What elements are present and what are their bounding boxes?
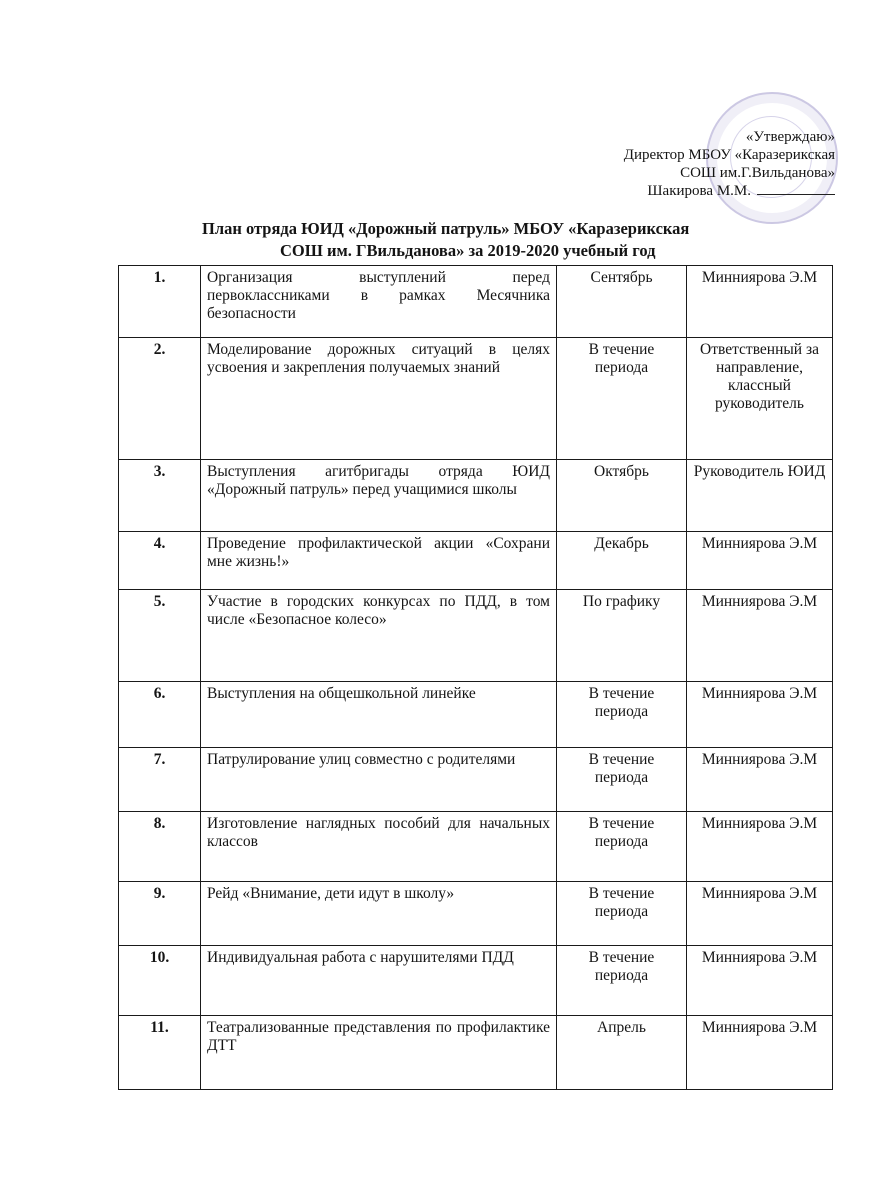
table-row bbox=[119, 338, 833, 460]
table-row bbox=[119, 266, 833, 338]
row-responsible: Минниярова Э.М bbox=[687, 812, 833, 882]
row-event: Индивидуальная работа с нарушителями ПДД bbox=[201, 946, 557, 1016]
row-event: Проведение профилактической акции «Сохрани мне жизнь!» bbox=[201, 532, 557, 590]
table-row bbox=[119, 882, 833, 946]
row-event: Рейд «Внимание, дети идут в школу» bbox=[201, 882, 557, 946]
row-responsible: Минниярова Э.М bbox=[687, 882, 833, 946]
row-responsible: Минниярова Э.М bbox=[687, 748, 833, 812]
row-term: Сентябрь bbox=[557, 266, 687, 338]
row-term: В течение периода bbox=[557, 748, 687, 812]
row-event: Выступления агитбригады отряда ЮИД «Дорожный патруль» перед учащимися школы bbox=[201, 460, 557, 532]
row-term: В течение периода bbox=[557, 682, 687, 748]
approval-signer: Шакирова М.М. bbox=[647, 183, 751, 199]
row-number: 4. bbox=[119, 532, 201, 590]
row-event: Организация выступлений перед первоклассниками в рамках Месячника безопасности bbox=[201, 266, 557, 338]
document-title bbox=[196, 218, 816, 262]
row-number: 2. bbox=[119, 338, 201, 460]
row-event: Моделирование дорожных ситуаций в целях усвоения и закрепления получаемых знаний bbox=[201, 338, 557, 460]
row-number: 9. bbox=[119, 882, 201, 946]
plan-table bbox=[118, 265, 833, 1090]
title-line-1: План отряда ЮИД «Дорожный патруль» МБОУ «Каразерикская bbox=[202, 219, 690, 238]
title-line-2: СОШ им. ГВильданова» за 2019-2020 учебный год bbox=[280, 241, 656, 260]
row-responsible: Минниярова Э.М bbox=[687, 946, 833, 1016]
signature-line bbox=[757, 194, 835, 195]
approval-block bbox=[624, 128, 835, 200]
table-row bbox=[119, 946, 833, 1016]
row-responsible: Минниярова Э.М bbox=[687, 590, 833, 682]
table-row bbox=[119, 532, 833, 590]
table-row bbox=[119, 682, 833, 748]
row-number: 7. bbox=[119, 748, 201, 812]
row-number: 5. bbox=[119, 590, 201, 682]
row-number: 3. bbox=[119, 460, 201, 532]
row-term: Декабрь bbox=[557, 532, 687, 590]
row-number: 11. bbox=[119, 1016, 201, 1090]
approval-line-1: «Утверждаю» bbox=[745, 129, 835, 145]
table-row bbox=[119, 812, 833, 882]
row-event: Выступления на общешкольной линейке bbox=[201, 682, 557, 748]
row-responsible: Минниярова Э.М bbox=[687, 532, 833, 590]
table-row bbox=[119, 748, 833, 812]
row-responsible: Минниярова Э.М bbox=[687, 682, 833, 748]
approval-line-4 bbox=[624, 182, 835, 200]
row-responsible: Минниярова Э.М bbox=[687, 1016, 833, 1090]
row-event: Театрализованные представления по профилактике ДТТ bbox=[201, 1016, 557, 1090]
row-number: 8. bbox=[119, 812, 201, 882]
row-number: 6. bbox=[119, 682, 201, 748]
table-row bbox=[119, 590, 833, 682]
row-event: Изготовление наглядных пособий для начальных классов bbox=[201, 812, 557, 882]
table-row bbox=[119, 460, 833, 532]
row-responsible: Минниярова Э.М bbox=[687, 266, 833, 338]
row-term: В течение периода bbox=[557, 812, 687, 882]
row-term: В течение периода bbox=[557, 338, 687, 460]
row-responsible: Ответственный за направление, классный руководитель bbox=[687, 338, 833, 460]
row-term: Апрель bbox=[557, 1016, 687, 1090]
row-event: Участие в городских конкурсах по ПДД, в том числе «Безопасное колесо» bbox=[201, 590, 557, 682]
row-term: В течение периода bbox=[557, 882, 687, 946]
row-term: По графику bbox=[557, 590, 687, 682]
table-row bbox=[119, 1016, 833, 1090]
row-number: 1. bbox=[119, 266, 201, 338]
approval-line-3: СОШ им.Г.Вильданова» bbox=[680, 165, 835, 181]
row-term: Октябрь bbox=[557, 460, 687, 532]
row-event: Патрулирование улиц совместно с родителями bbox=[201, 748, 557, 812]
approval-line-2: Директор МБОУ «Каразерикская bbox=[623, 147, 835, 163]
row-number: 10. bbox=[119, 946, 201, 1016]
row-responsible: Руководитель ЮИД bbox=[687, 460, 833, 532]
row-term: В течение периода bbox=[557, 946, 687, 1016]
